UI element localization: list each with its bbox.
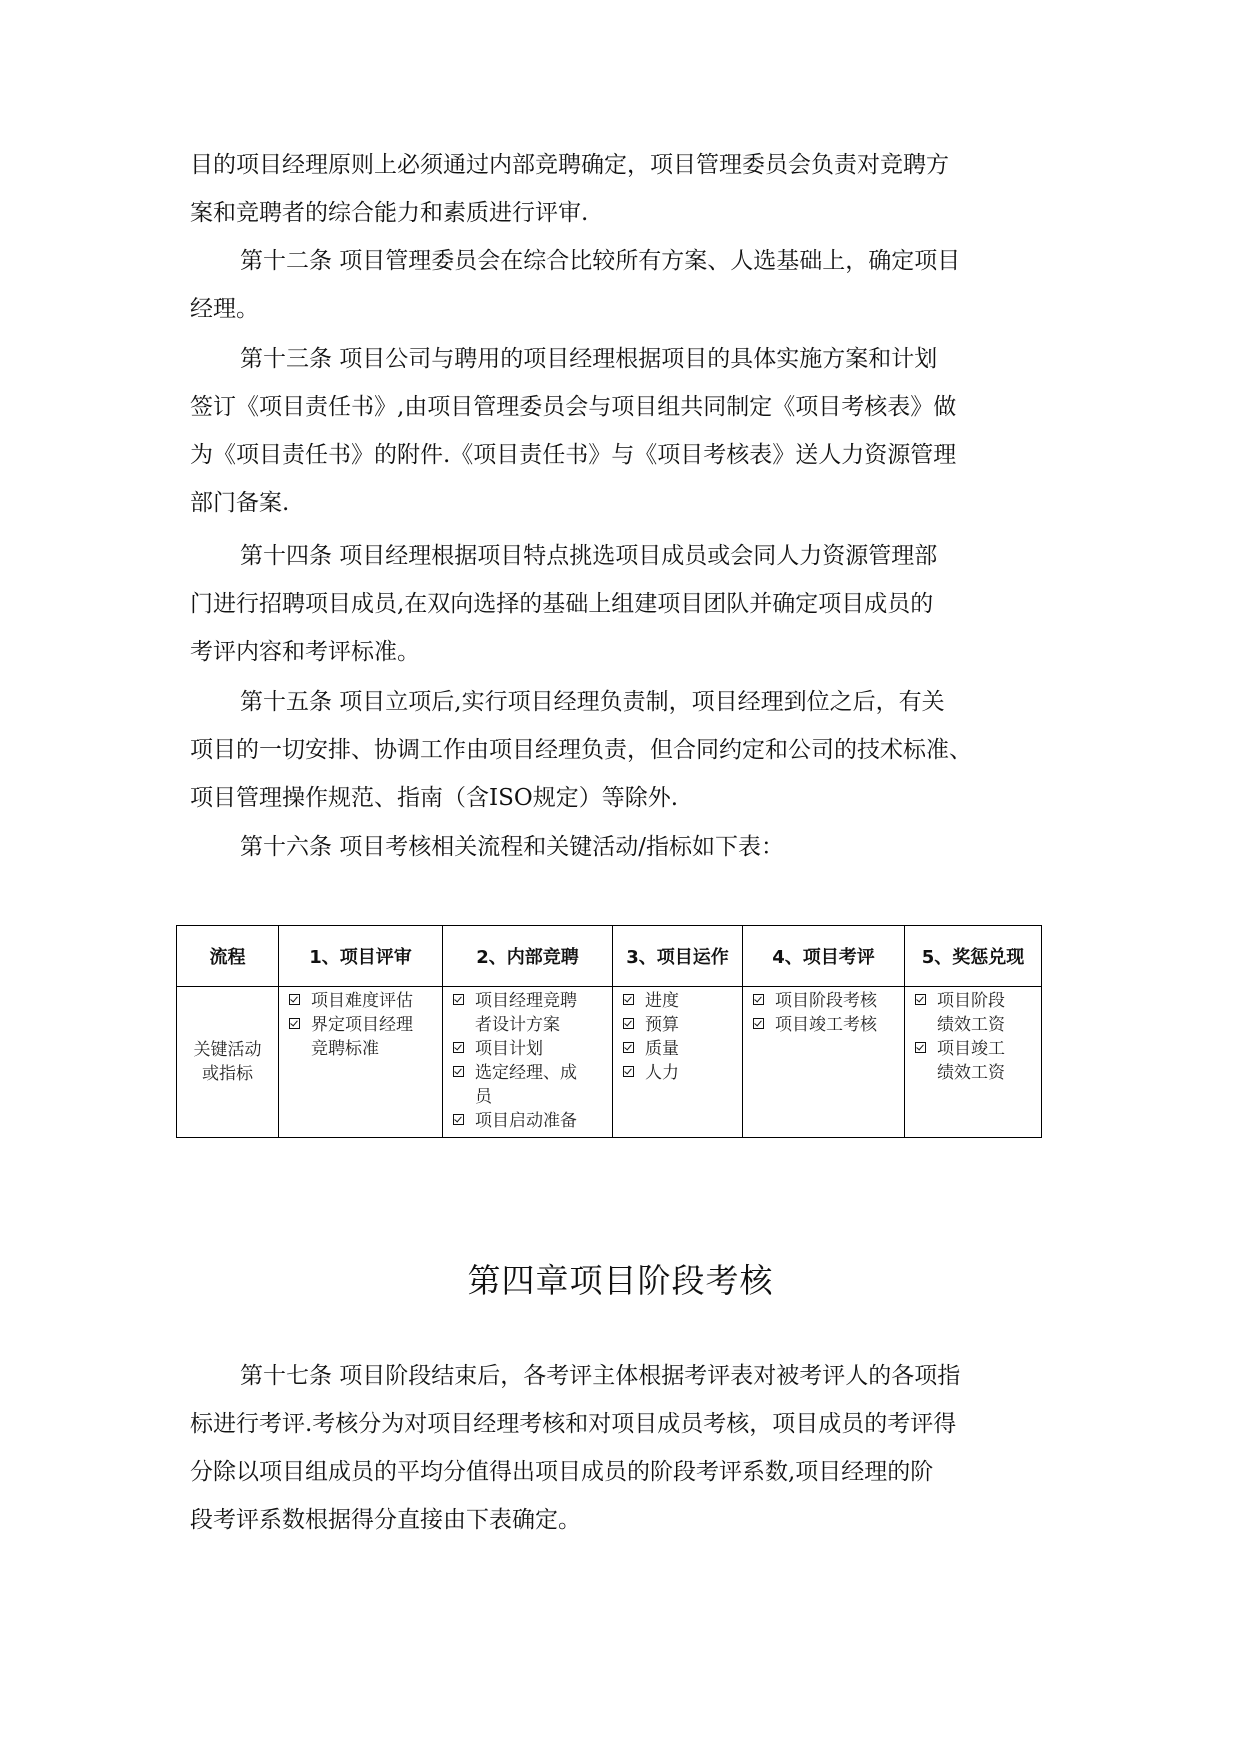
text-line: 第十二条 项目管理委员会在综合比较所有方案、人选基础上，确定项目	[240, 248, 961, 274]
row-label-line: 或指标	[202, 1064, 253, 1084]
process-table	[176, 925, 1041, 1138]
item-line: 项目竣工	[937, 1039, 1005, 1059]
list-item	[915, 989, 1037, 1037]
item-line: 项目难度评估	[311, 991, 413, 1011]
checked-box-icon	[753, 1018, 764, 1029]
text-line: 案和竞聘者的综合能力和素质进行评审.	[190, 200, 589, 226]
item-line: 人力	[645, 1063, 679, 1083]
table-row	[177, 987, 1042, 1138]
text-line: 段考评系数根据得分直接由下表确定。	[190, 1507, 581, 1533]
text-line: 标进行考评.考核分为对项目经理考核和对项目成员考核，项目成员的考评得	[190, 1411, 957, 1437]
table-header-cell: 2、内部竞聘	[443, 926, 613, 987]
text-line: 第十五条 项目立项后,实行项目经理负责制，项目经理到位之后，有关	[240, 689, 945, 715]
text-line: 经理。	[190, 296, 259, 322]
checked-box-icon	[623, 1066, 634, 1077]
list-item	[623, 1013, 738, 1037]
text-line: 项目管理操作规范、指南（含ISO规定）等除外.	[190, 785, 679, 811]
item-line: 者设计方案	[475, 1015, 560, 1035]
checked-box-icon	[289, 994, 300, 1005]
row-label-line: 关键活动	[193, 1040, 262, 1060]
item-line: 选定经理、成	[475, 1063, 577, 1083]
checked-box-icon	[915, 994, 926, 1005]
item-line: 项目阶段考核	[775, 991, 877, 1011]
article-12	[190, 237, 1040, 333]
list-item	[623, 1061, 738, 1085]
list-item	[623, 1037, 738, 1061]
item-line: 预算	[645, 1015, 679, 1035]
article-14	[190, 532, 1040, 676]
item-line: 绩效工资	[937, 1063, 1005, 1083]
activity-cell	[905, 987, 1042, 1138]
checked-box-icon	[915, 1042, 926, 1053]
list-item	[289, 989, 438, 1013]
activity-cell	[613, 987, 743, 1138]
article-17	[190, 1352, 1040, 1544]
checked-box-icon	[453, 1042, 464, 1053]
item-line: 竞聘标准	[311, 1039, 379, 1059]
item-line: 项目计划	[475, 1039, 543, 1059]
activity-cell	[743, 987, 905, 1138]
list-item	[453, 1109, 608, 1133]
list-item	[753, 1013, 900, 1037]
row-label-cell	[177, 987, 279, 1138]
checked-box-icon	[623, 994, 634, 1005]
article-13	[190, 335, 1040, 527]
item-line: 项目竣工考核	[775, 1015, 877, 1035]
checked-box-icon	[623, 1042, 634, 1053]
text-line: 为《项目责任书》的附件.《项目责任书》与《项目考核表》送人力资源管理	[190, 442, 957, 468]
checked-box-icon	[453, 1066, 464, 1077]
text-line: 考评内容和考评标准。	[190, 639, 420, 665]
table-header-cell: 4、项目考评	[743, 926, 905, 987]
list-item	[915, 1037, 1037, 1085]
item-line: 项目经理竞聘	[475, 991, 577, 1011]
article-15	[190, 678, 1040, 822]
list-item	[453, 1061, 608, 1109]
table-header-cell: 1、项目评审	[279, 926, 443, 987]
activity-cell	[443, 987, 613, 1138]
item-line: 质量	[645, 1039, 679, 1059]
activity-cell	[279, 987, 443, 1138]
table-header-cell: 流程	[177, 926, 279, 987]
table-header-cell: 3、项目运作	[613, 926, 743, 987]
text-line: 第十三条 项目公司与聘用的项目经理根据项目的具体实施方案和计划	[240, 346, 938, 372]
text-line: 签订《项目责任书》,由项目管理委员会与项目组共同制定《项目考核表》做	[190, 394, 957, 420]
chapter-title: 第四章项目阶段考核	[467, 1261, 774, 1300]
article-16	[190, 823, 1040, 871]
item-line: 员	[475, 1087, 492, 1107]
item-line: 界定项目经理	[311, 1015, 413, 1035]
text-line: 第十四条 项目经理根据项目特点挑选项目成员或会同人力资源管理部	[240, 543, 938, 569]
text-line: 门进行招聘项目成员,在双向选择的基础上组建项目团队并确定项目成员的	[190, 591, 934, 617]
item-line: 项目启动准备	[475, 1111, 577, 1131]
list-item	[453, 1037, 608, 1061]
table-header-cell: 5、奖惩兑现	[905, 926, 1042, 987]
text-line: 目的项目经理原则上必须通过内部竞聘确定，项目管理委员会负责对竞聘方	[190, 152, 949, 178]
list-item	[753, 989, 900, 1013]
table-header-row	[177, 926, 1042, 987]
text-line: 第十七条 项目阶段结束后，各考评主体根据考评表对被考评人的各项指	[240, 1363, 961, 1389]
text-line: 部门备案.	[190, 490, 290, 516]
checked-box-icon	[289, 1018, 300, 1029]
text-line: 项目的一切安排、协调工作由项目经理负责，但合同约定和公司的技术标准、	[190, 737, 972, 763]
text-line: 分除以项目组成员的平均分值得出项目成员的阶段考评系数,项目经理的阶	[190, 1459, 934, 1485]
checked-box-icon	[753, 994, 764, 1005]
paragraph-continuation	[190, 141, 1040, 237]
text-line: 第十六条 项目考核相关流程和关键活动/指标如下表：	[240, 834, 785, 860]
list-item	[289, 1013, 438, 1061]
list-item	[623, 989, 738, 1013]
checked-box-icon	[623, 1018, 634, 1029]
checked-box-icon	[453, 994, 464, 1005]
item-line: 项目阶段	[937, 991, 1005, 1011]
checked-box-icon	[453, 1114, 464, 1125]
list-item	[453, 989, 608, 1037]
item-line: 进度	[645, 991, 679, 1011]
item-line: 绩效工资	[937, 1015, 1005, 1035]
